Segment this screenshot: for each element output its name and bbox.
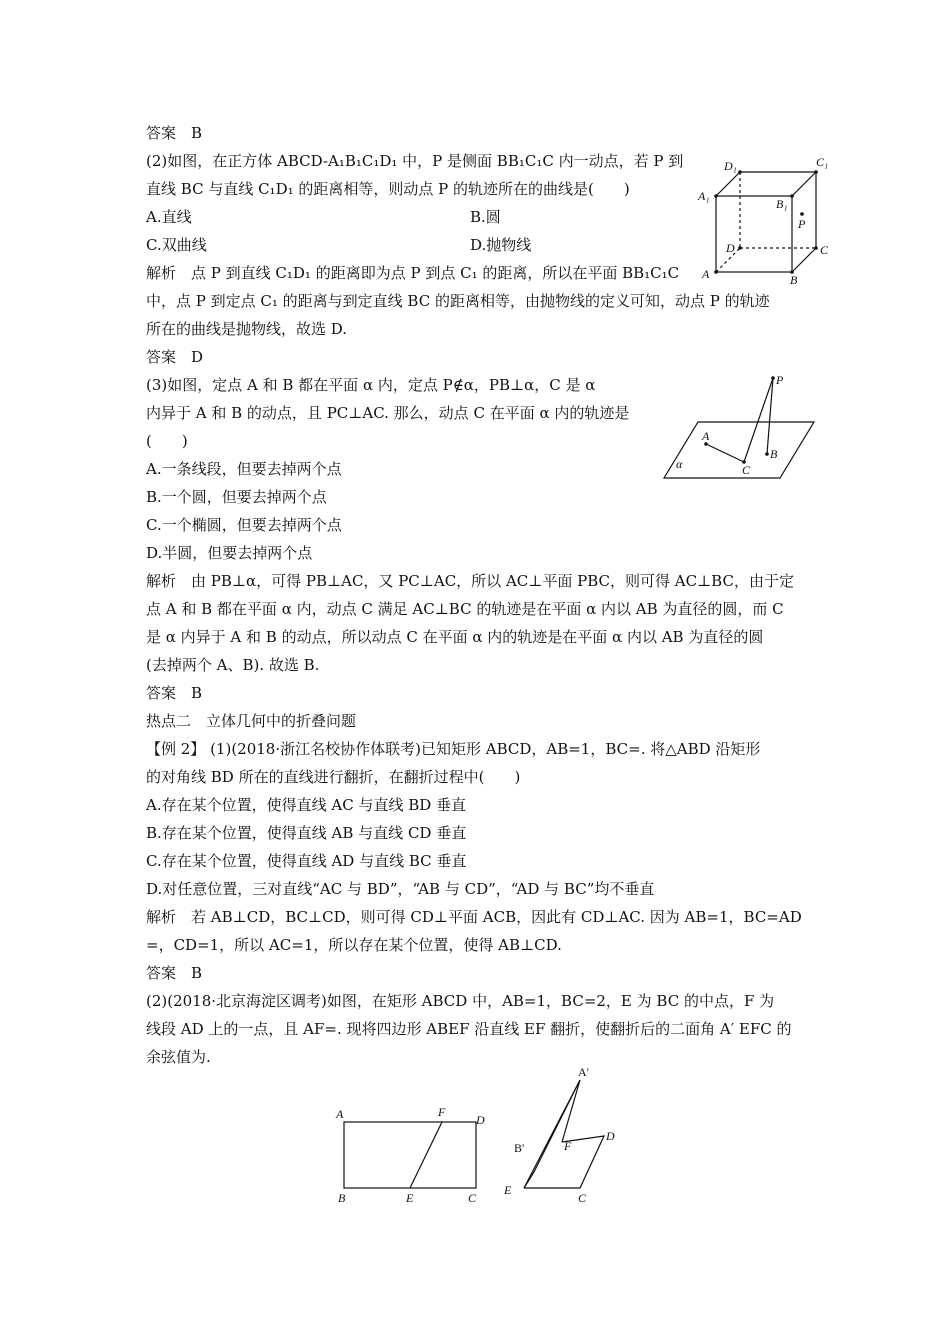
example-2b-line-3: 余弦值为. <box>146 1048 211 1066</box>
segment-pb <box>767 378 773 454</box>
option-3-a: A.一条线段，但要去掉两个点 <box>146 460 342 478</box>
fold-label-b-prime: B′ <box>514 1141 525 1155</box>
rect-label-f: F <box>438 1105 446 1119</box>
option-a: A.直线 <box>146 208 192 226</box>
rect-label-d: D <box>476 1113 485 1127</box>
option-3-c: C.一个椭圆，但要去掉两个点 <box>146 516 342 534</box>
cube-point-p <box>800 212 804 216</box>
segment-pc <box>744 378 773 462</box>
fold-label-a-prime: A′ <box>578 1065 590 1079</box>
cube-label-d: D <box>726 241 735 255</box>
cube-figure <box>690 150 840 290</box>
fold-label-d: D <box>606 1129 615 1143</box>
segment-ef <box>410 1122 442 1188</box>
question-2-line-1: (2)如图，在正方体 ABCD-A₁B₁C₁D₁ 中，P 是侧面 BB₁C₁C 内一动点，若 P 到 <box>146 152 684 170</box>
example-option-a: A.存在某个位置，使得直线 AC 与直线 BD 垂直 <box>146 796 467 814</box>
example-2-line-1: 【例 2】 (1)(2018·浙江名校协作体联考)已知矩形 ABCD，AB=1，BC=. 将△ABD 沿矩形 <box>146 740 761 758</box>
analysis-2-line-1: 解析 点 P 到直线 C₁D₁ 的距离即为点 P 到点 C₁ 的距离，所以在平面 BB₁C₁C <box>146 264 680 282</box>
example-option-b: B.存在某个位置，使得直线 AB 与直线 CD 垂直 <box>146 824 467 842</box>
cube-label-d1: D₁ <box>724 159 737 173</box>
example-option-c: C.存在某个位置，使得直线 AD 与直线 BC 垂直 <box>146 852 467 870</box>
rect-label-b: B <box>338 1191 346 1205</box>
example-analysis-line-2: =，CD=1，所以 AC=1，所以存在某个位置，使得 AB⊥CD. <box>146 936 562 954</box>
option-c: C.双曲线 <box>146 236 207 254</box>
analysis-3-line-4: (去掉两个 A、B). 故选 B. <box>146 656 320 674</box>
plane-label-alpha: α <box>676 457 683 471</box>
segment-ac <box>706 444 744 462</box>
option-d: D.抛物线 <box>470 236 532 254</box>
folded-figure <box>500 1060 630 1210</box>
analysis-3-line-3: 是 α 内异于 A 和 B 的动点，所以动点 C 在平面 α 内的轨迹是在平面 α 内以 AB 为直径的圆 <box>146 628 764 646</box>
answer-line-1: 答案 B <box>146 124 203 142</box>
rectangle-abcd <box>344 1122 476 1188</box>
plane-figure <box>660 372 820 484</box>
cube-label-p: P <box>798 217 806 231</box>
plane-label-c: C <box>742 463 751 477</box>
option-3-b: B.一个圆，但要去掉两个点 <box>146 488 327 506</box>
cube-label-b1: B₁ <box>776 197 788 211</box>
cube-label-b: B <box>790 273 798 287</box>
question-3-line-1: (3)如图，定点 A 和 B 都在平面 α 内，定点 P∉α，PB⊥α，C 是 α <box>146 376 596 394</box>
example-analysis-line-1: 解析 若 AB⊥CD，BC⊥CD，则可得 CD⊥平面 ACB，因此有 CD⊥AC. 因为 AB=1，BC=AD <box>146 908 802 926</box>
fold-label-f: F <box>564 1139 572 1153</box>
answer-line-4: 答案 B <box>146 964 203 982</box>
answer-line-2: 答案 D <box>146 348 204 366</box>
answer-line-3: 答案 B <box>146 684 203 702</box>
question-2-line-2: 直线 BC 与直线 C₁D₁ 的距离相等，则动点 P 的轨迹所在的曲线是( ) <box>146 180 630 198</box>
analysis-2-line-3: 所在的曲线是抛物线，故选 D. <box>146 320 348 338</box>
rect-label-e: E <box>406 1191 414 1205</box>
rect-label-c: C <box>468 1191 477 1205</box>
rect-label-a: A <box>336 1107 344 1121</box>
section-heading: 热点二 立体几何中的折叠问题 <box>146 712 357 730</box>
analysis-3-line-2: 点 A 和 B 都在平面 α 内，动点 C 满足 AC⊥BC 的轨迹是在平面 α 内以 AB 为直径的圆，而 C <box>146 600 784 618</box>
question-3-line-2: 内异于 A 和 B 的动点，且 PC⊥AC. 那么，动点 C 在平面 α 内的轨迹是 <box>146 404 630 422</box>
fold-label-c: C <box>578 1191 587 1205</box>
cube-label-c1: C₁ <box>816 155 829 169</box>
analysis-3-line-1: 解析 由 PB⊥α，可得 PB⊥AC，又 PC⊥AC，所以 AC⊥平面 PBC，则可得 AC⊥BC，由于定 <box>146 572 794 590</box>
question-3-line-3: ( ) <box>146 432 188 450</box>
example-2-line-2: 的对角线 BD 所在的直线进行翻折，在翻折过程中( ) <box>146 768 521 786</box>
rectangle-figure <box>330 1100 490 1210</box>
example-2b-line-2: 线段 AD 上的一点，且 AF=. 现将四边形 ABEF 沿直线 EF 翻折，使翻折后的二面角 A′ EFC 的 <box>146 1020 792 1038</box>
option-3-d: D.半圆，但要去掉两个点 <box>146 544 313 562</box>
analysis-2-line-2: 中，点 P 到定点 C₁ 的距离与到定直线 BC 的距离相等，由抛物线的定义可知，动点 P 的轨迹 <box>146 292 770 310</box>
plane-label-b: B <box>770 447 778 461</box>
plane-alpha <box>664 422 814 478</box>
example-option-d: D.对任意位置，三对直线“AC 与 BD”，“AB 与 CD”，“AD 与 BC”均不垂直 <box>146 880 655 898</box>
cube-label-c: C <box>820 243 829 257</box>
plane-label-p: P <box>776 373 784 387</box>
cube-label-a: A <box>702 267 710 281</box>
option-b: B.圆 <box>470 208 501 226</box>
fold-label-e: E <box>504 1183 512 1197</box>
plane-label-a: A <box>702 429 710 443</box>
example-2b-line-1: (2)(2018·北京海淀区调考)如图，在矩形 ABCD 中，AB=1，BC=2，E 为 BC 的中点，F 为 <box>146 992 775 1010</box>
cube-label-a1: A₁ <box>698 189 710 203</box>
